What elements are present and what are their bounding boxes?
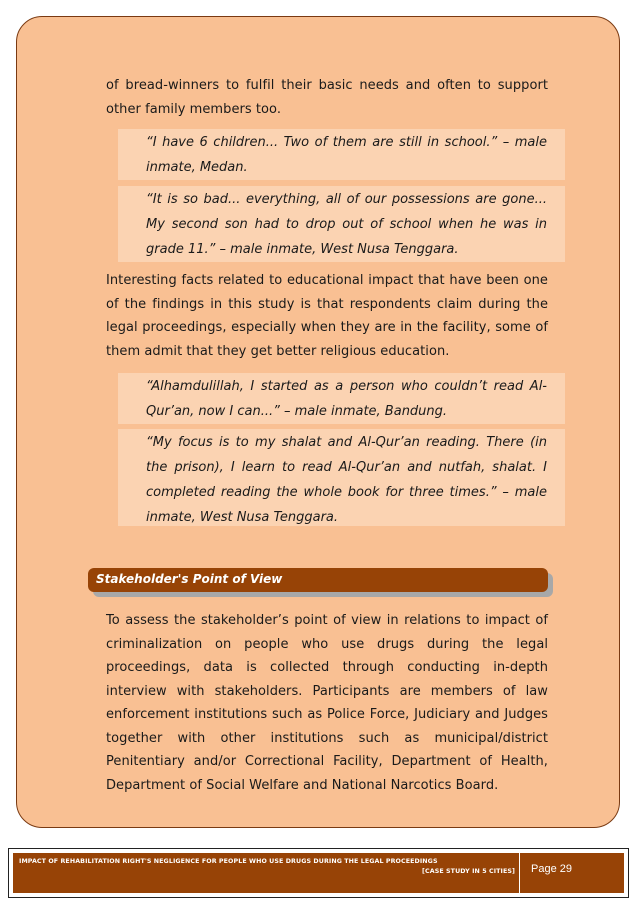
footer-divider <box>519 853 520 893</box>
footer-band <box>13 853 624 893</box>
paragraph-educational-impact: Interesting facts related to educational impact that have been one of the findings in this study is that respondents claim during the legal proceedings, especially when they are in the facility, some of them admit that they get better religious education. <box>106 273 548 359</box>
paragraph-breadwinners: of bread-winners to fulfil their basic needs and often to support other family members too. <box>106 78 548 117</box>
page-footer <box>8 848 629 898</box>
quote-west-nusa-tenggara-2: “My focus is to my shalat and Al-Qur’an reading. There (in the prison), I learn to read Al-Qur’an and nutfah, shalat. I completed reading the whole book for three times.” – male inmate, West Nusa Tenggara. <box>118 429 565 526</box>
section-heading-bar <box>88 568 548 592</box>
quote-west-nusa-tenggara-1: “It is so bad... everything, all of our possessions are gone... My second son had to drop out of school when he was in grade 11.” – male inmate, West Nusa Tenggara. <box>118 186 565 262</box>
section-heading: Stakeholder's Point of View <box>96 572 283 586</box>
paragraph-stakeholder: To assess the stakeholder’s point of view in relations to impact of criminalization on people who use drugs during the legal proceedings, data is collected through conducting in-depth interview with stakeholders. Participants are members of law enforcement institutions such as Police Force, Judiciary and Judges together with other institutions such as municipal/district Penitentiary and/or Correctional Facility, Department of Health, Department of Social Welfare and National Narcotics Board. <box>106 613 548 793</box>
footer-title-line2: [CASE STUDY IN 5 CITIES] <box>422 868 515 875</box>
page-number: Page 29 <box>531 863 572 875</box>
quote-bandung: “Alhamdulillah, I started as a person who couldn’t read Al-Qur’an, now I can...” – male inmate, Bandung. <box>118 373 565 424</box>
quote-medan: “I have 6 children... Two of them are still in school.” – male inmate, Medan. <box>118 129 565 180</box>
footer-title <box>19 857 515 877</box>
footer-title-line1: IMPACT OF REHABILITATION RIGHT'S NEGLIGENCE FOR PEOPLE WHO USE DRUGS DURING THE LEGAL PROCEEDINGS <box>19 858 438 865</box>
